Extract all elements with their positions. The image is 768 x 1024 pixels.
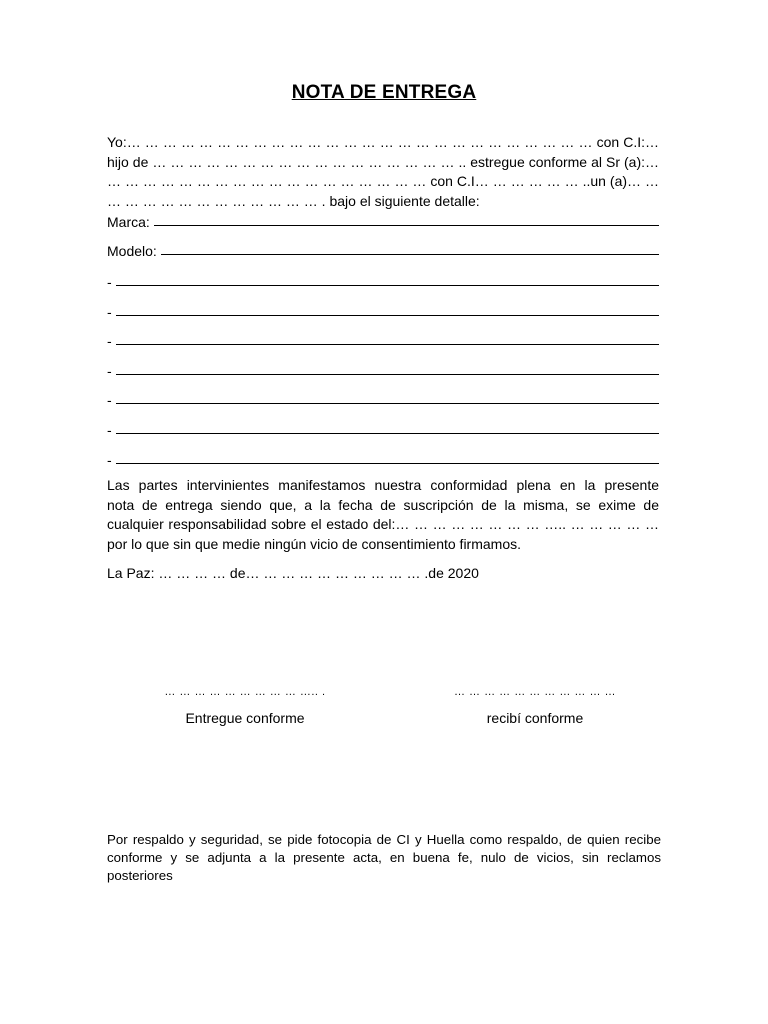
footer-line: posteriores (107, 868, 173, 883)
item-dash: - (107, 363, 112, 379)
document-title: NOTA DE ENTREGA (291, 82, 477, 103)
item-dash: - (107, 333, 112, 349)
signature-block-left (130, 686, 360, 726)
item-blank-line (116, 285, 659, 286)
modelo-field (107, 239, 659, 259)
footer-line: Por respaldo y seguridad, se pide fotocopia de CI y Huella como respaldo, de quien recibe (107, 832, 661, 847)
item-line (107, 388, 659, 408)
place-date-line: La Paz: … … … … de… … … … … … … … … … .de 2020 (107, 565, 479, 581)
agreement-line: Las partes intervinientes manifestamos nuestra conformidad plena en la presente (107, 477, 659, 493)
signature-caption-right: recibí conforme (486, 710, 584, 726)
item-dash: - (107, 422, 112, 438)
modelo-label: Modelo: (107, 243, 157, 259)
item-blank-line (116, 344, 659, 345)
marca-blank-line (154, 225, 659, 226)
signature-line-left: … … … … … … … … … ….. . (164, 686, 326, 698)
agreement-line: por lo que sin que medie ningún vicio de consentimiento firmamos. (107, 535, 522, 552)
signature-line-right: … … … … … … … … … … … (453, 686, 617, 698)
item-line (107, 270, 659, 290)
item-dash: - (107, 392, 112, 408)
marca-label: Marca: (107, 214, 150, 230)
item-line (107, 300, 659, 320)
intro-paragraph (107, 133, 659, 211)
item-blank-line (116, 403, 659, 404)
agreement-paragraph (107, 476, 659, 554)
marca-field (107, 210, 659, 230)
agreement-line: cualquier responsabilidad sobre el estado del:… … … … … … … … ….. … … … … … (107, 516, 659, 532)
intro-line: … … … … … … … … … … … … . bajo el siguiente detalle: (107, 192, 480, 209)
footer-note (107, 831, 661, 885)
item-line (107, 359, 659, 379)
item-line (107, 329, 659, 349)
signature-caption-left: Entregue conforme (185, 710, 305, 726)
intro-line: … … … … … … … … … … … … … … … … … … con C.I… … … … … … ..un (a)… … (107, 173, 659, 189)
item-dash: - (107, 452, 112, 468)
intro-line: hijo de … … … … … … … … … … … … … … … … … .. estregue conforme al Sr (a):… (107, 153, 659, 170)
item-line (107, 448, 659, 468)
item-blank-line (116, 433, 659, 434)
footer-line: conforme y se adjunta a la presente acta, en buena fe, nulo de vicios, sin reclamos (107, 850, 661, 865)
signature-block-right (420, 686, 650, 726)
item-dash: - (107, 304, 112, 320)
agreement-line: nota de entrega siendo que, a la fecha de suscripción de la misma, se exime de (107, 496, 659, 513)
item-blank-line (116, 374, 659, 375)
intro-line: Yo:… … … … … … … … … … … … … … … … … … … … … … … … … … con C.I:… (107, 134, 659, 150)
item-dash: - (107, 274, 112, 290)
item-blank-line (116, 315, 659, 316)
modelo-blank-line (161, 254, 659, 255)
item-blank-line (116, 463, 659, 464)
item-line (107, 418, 659, 438)
